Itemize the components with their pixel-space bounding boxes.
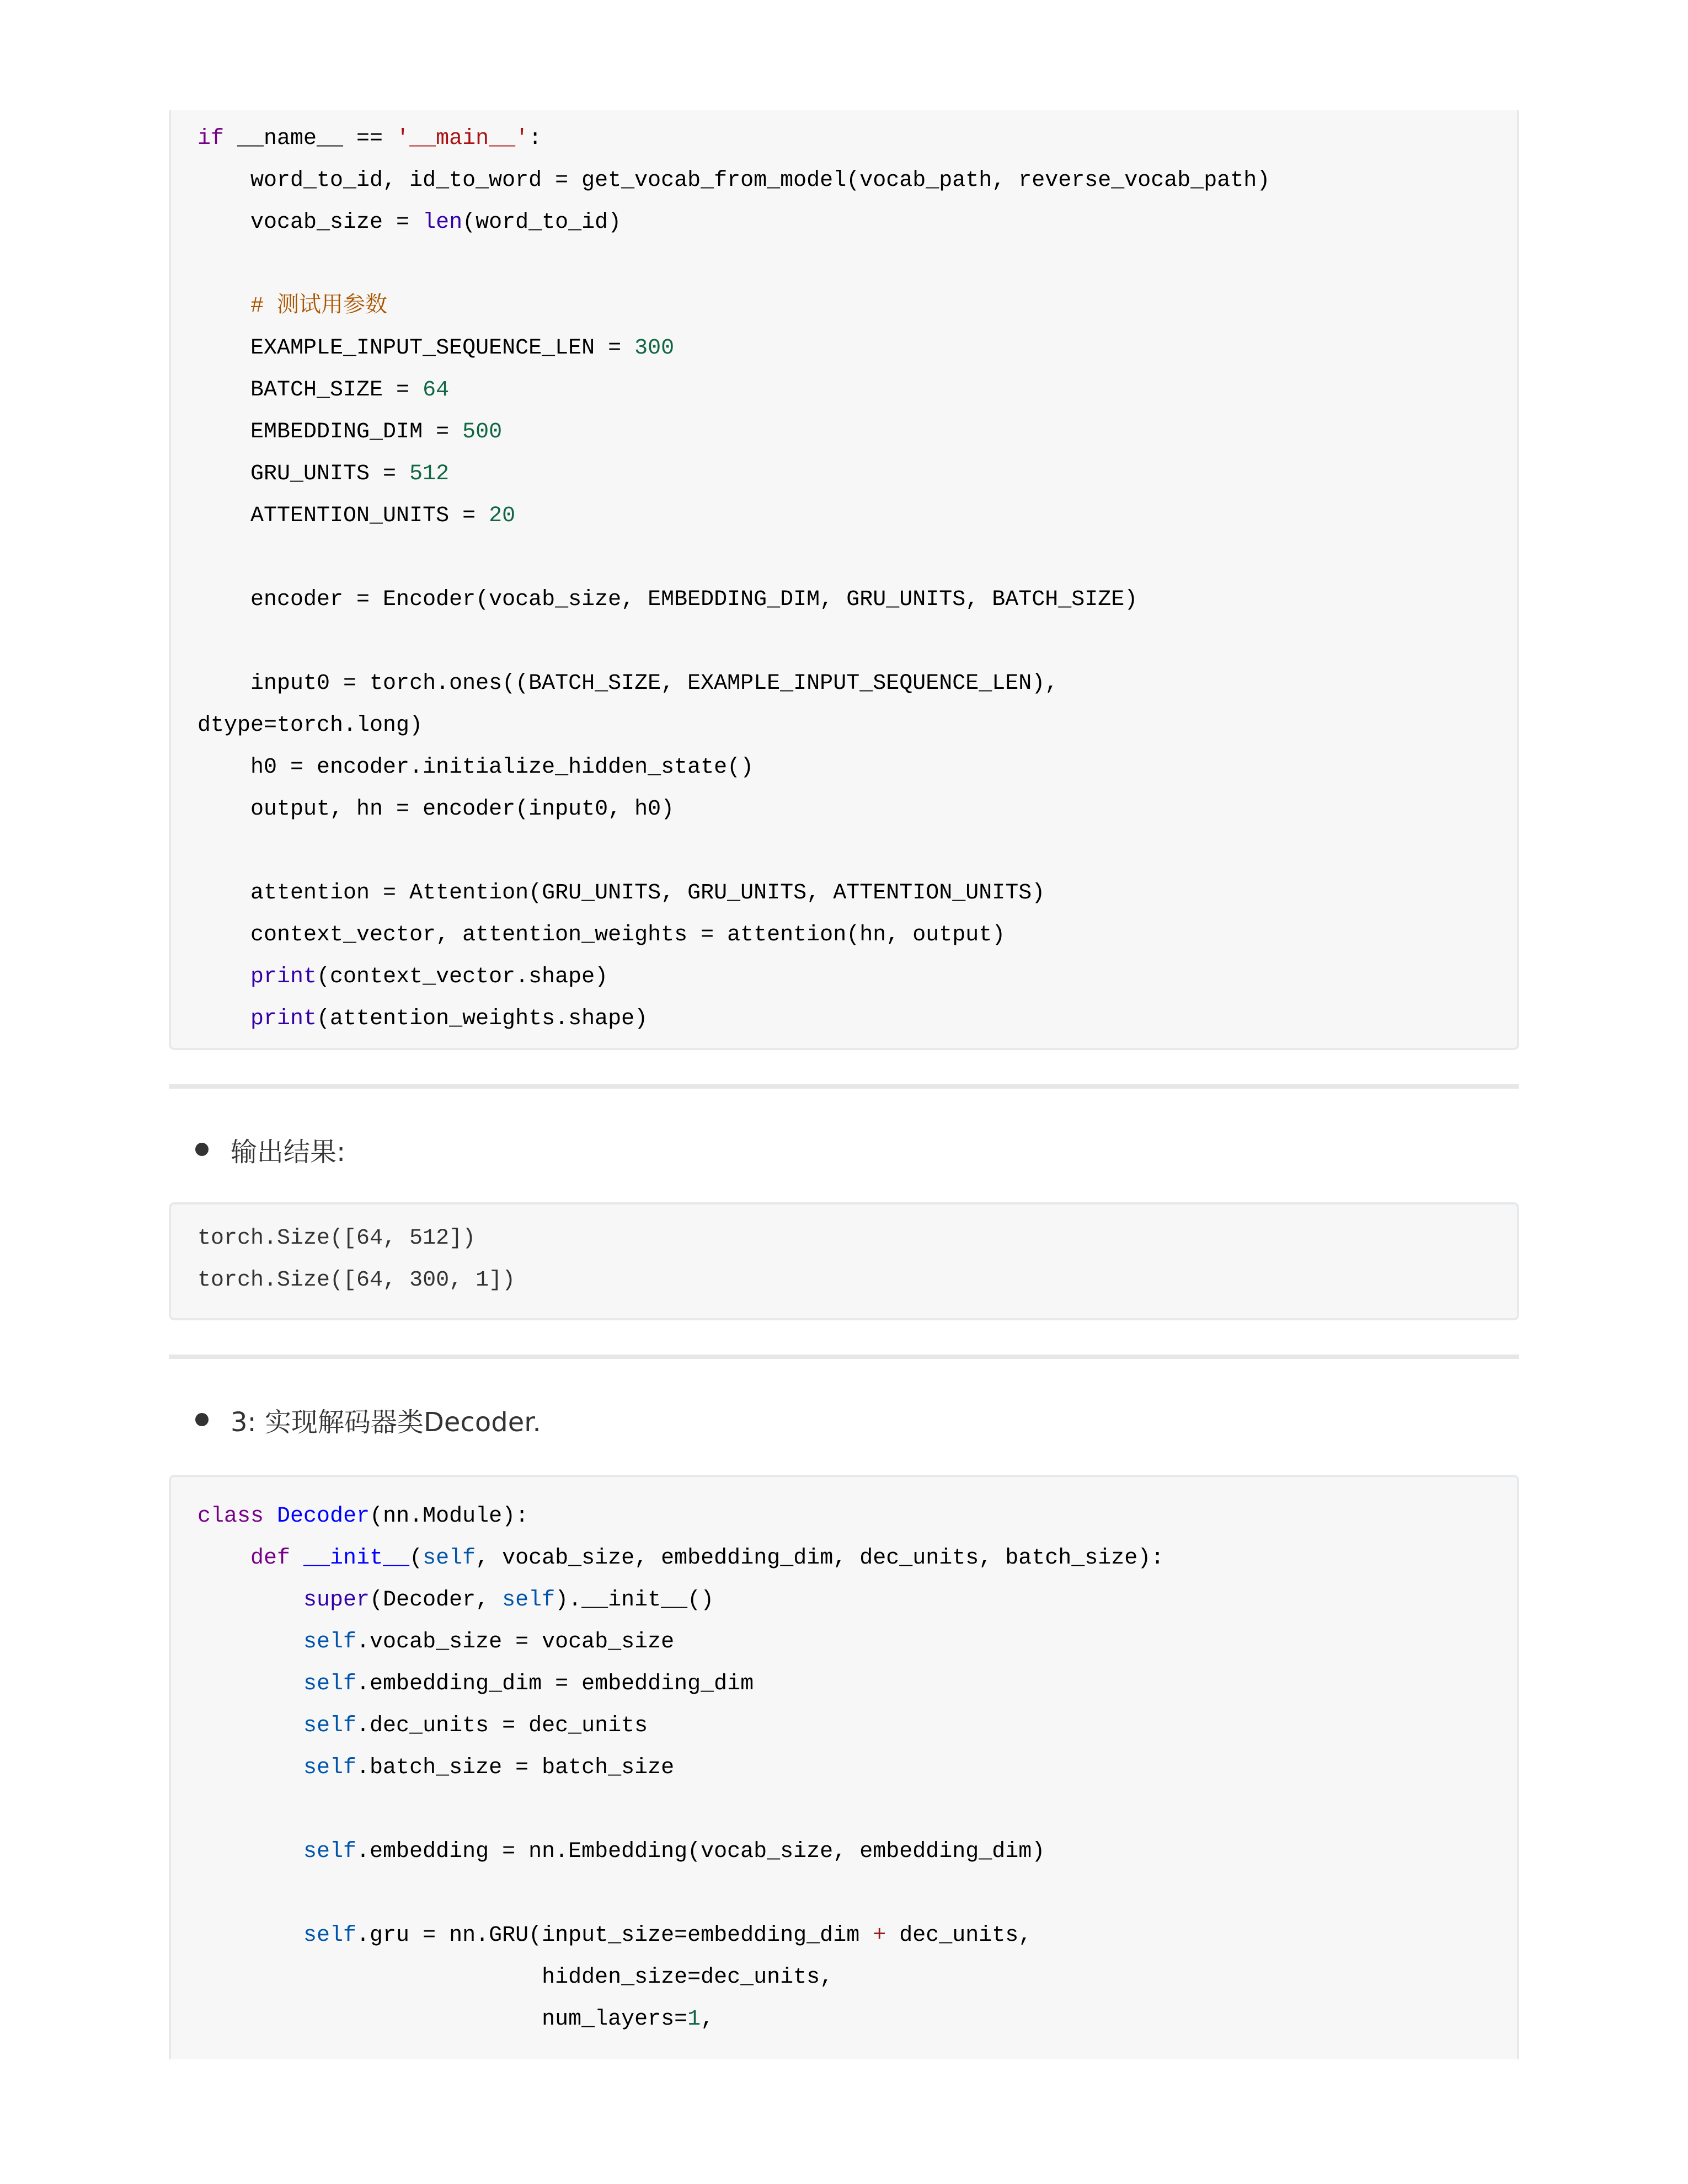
code-line [197,1538,1491,1580]
code-token-self: self [303,1839,357,1864]
code-token-builtin: super [303,1588,370,1613]
code-token-str: '__main__' [396,126,529,151]
code-line [197,328,1491,370]
code-token-plain: ).__init__() [555,1588,714,1613]
code-token-plain [197,1839,303,1864]
code-token-kw: class [197,1504,264,1529]
code-token-plain: dtype=torch.long) [197,713,423,738]
code-line [197,1580,1491,1621]
code-token-plain: (nn.Module): [370,1504,529,1529]
code-token-plain [290,1546,303,1571]
code-line [197,705,1491,747]
code-token-plain: .batch_size = batch_size [356,1755,675,1780]
code-token-plain: hidden_size=dec_units, [197,1965,834,1990]
code-line [197,244,1491,286]
code-token-plain: torch.Size([64, 300, 1]) [197,1268,516,1293]
code-token-self: self [303,1755,357,1780]
code-token-plain: , [701,2007,714,2032]
code-token-def: __init__ [303,1546,410,1571]
code-line [197,537,1491,579]
code-block-attention-test[interactable] [169,110,1519,1050]
code-token-plain [197,1923,303,1948]
code-token-plain: encoder = Encoder(vocab_size, EMBEDDING_DIM, GRU_UNITS, BATCH_SIZE) [197,587,1138,612]
code-line [197,160,1491,202]
code-token-plain: (context_vector.shape) [317,965,608,989]
code-token-plain: .embedding = nn.Embedding(vocab_size, embedding_dim) [356,1839,1045,1864]
code-token-plain: .embedding_dim = embedding_dim [356,1672,754,1696]
horizontal-rule [169,1084,1519,1089]
horizontal-rule [169,1355,1519,1359]
code-token-plain: .gru = nn.GRU(input_size=embedding_dim [356,1923,873,1948]
code-line [197,831,1491,872]
code-token-plain: ( [409,1546,423,1571]
code-token-plain: context_vector, attention_weights = attention(hn, output) [197,923,1006,948]
code-block-output[interactable] [169,1202,1519,1320]
code-token-op: + [873,1923,886,1948]
code-token-kw: def [250,1546,291,1571]
code-token-comment: # 测试用参数 [250,294,388,319]
code-token-self: self [303,1714,357,1738]
code-token-builtin: print [250,965,317,989]
code-line [197,1915,1491,1957]
code-token-plain: word_to_id, id_to_word = get_vocab_from_model(vocab_path, reverse_vocab_path) [197,168,1270,193]
code-token-num: 300 [634,336,675,361]
code-line [197,1260,1491,1302]
code-token-plain: BATCH_SIZE = [197,378,423,403]
code-token-plain: dec_units, [886,1923,1032,1948]
code-token-plain: : [528,126,542,151]
code-line [197,789,1491,831]
code-token-plain: vocab_size = [197,210,423,235]
code-token-plain: GRU_UNITS = [197,462,410,486]
code-token-plain: (attention_weights.shape) [317,1007,648,1031]
code-token-plain: attention = Attention(GRU_UNITS, GRU_UNITS, ATTENTION_UNITS) [197,881,1045,906]
code-token-plain [197,965,250,989]
code-line [197,1621,1491,1663]
bullet-icon [195,1413,209,1426]
code-token-plain [197,1630,303,1655]
code-token-plain: __name__ == [224,126,397,151]
code-token-self: self [303,1672,357,1696]
code-token-plain: ATTENTION_UNITS = [197,504,489,528]
code-token-builtin: print [250,1007,317,1031]
code-token-plain: .vocab_size = vocab_size [356,1630,675,1655]
code-line [197,663,1491,705]
code-line [197,1999,1491,2041]
code-line [197,1747,1491,1789]
code-token-plain: EMBEDDING_DIM = [197,420,463,445]
code-token-plain: output, hn = encoder(input0, h0) [197,797,675,822]
code-token-plain [197,1588,303,1613]
code-token-plain [197,1755,303,1780]
code-line [197,1705,1491,1747]
code-token-def: Decoder [277,1504,370,1529]
code-line [197,956,1491,998]
code-line [197,1873,1491,1915]
code-token-self: self [502,1588,555,1613]
code-token-self: self [423,1546,476,1571]
code-line [197,411,1491,453]
code-line [197,1663,1491,1705]
code-token-plain [197,1672,303,1696]
code-token-num: 1 [687,2007,701,2032]
code-token-builtin: len [423,210,463,235]
code-line [197,1957,1491,1999]
code-token-plain [197,1546,250,1571]
code-line [197,747,1491,789]
code-token-num: 20 [489,504,516,528]
code-line [197,202,1491,244]
code-line [197,1218,1491,1260]
code-token-plain: num_layers= [197,2007,688,2032]
code-line [197,998,1491,1040]
code-token-plain: input0 = torch.ones((BATCH_SIZE, EXAMPLE_INPUT_SEQUENCE_LEN), [197,671,1059,696]
code-token-plain: EXAMPLE_INPUT_SEQUENCE_LEN = [197,336,635,361]
bullet-icon [195,1143,209,1156]
code-token-num: 64 [423,378,450,403]
code-line [197,453,1491,495]
code-token-plain: .dec_units = dec_units [356,1714,648,1738]
code-token-plain: , vocab_size, embedding_dim, dec_units, batch_size): [476,1546,1164,1571]
code-token-plain [197,1714,303,1738]
code-token-plain: (Decoder, [370,1588,503,1613]
code-token-num: 512 [409,462,450,486]
code-token-plain: (word_to_id) [462,210,622,235]
code-token-plain [197,294,250,319]
code-token-self: self [303,1630,357,1655]
code-token-plain [264,1504,277,1529]
code-line [197,286,1491,328]
code-token-plain: h0 = encoder.initialize_hidden_state() [197,755,754,780]
code-line [197,872,1491,914]
code-line [197,914,1491,956]
code-line [197,495,1491,537]
code-token-self: self [303,1923,357,1948]
code-line [197,621,1491,663]
list-item-decoder-step [195,1403,541,1436]
bullet-text: 输出结果: [231,1136,346,1168]
code-line [197,579,1491,621]
list-item-output-result [195,1133,345,1166]
code-line [197,1496,1491,1538]
code-token-plain: torch.Size([64, 512]) [197,1226,476,1251]
code-token-plain [197,1007,250,1031]
code-line [197,1831,1491,1873]
code-line [197,118,1491,160]
code-line [197,1789,1491,1831]
code-token-kw: if [197,126,225,151]
code-token-num: 500 [462,420,503,445]
code-line [197,370,1491,411]
bullet-text: 3: 实现解码器类Decoder. [231,1406,541,1438]
code-block-decoder-class[interactable] [169,1475,1519,2059]
